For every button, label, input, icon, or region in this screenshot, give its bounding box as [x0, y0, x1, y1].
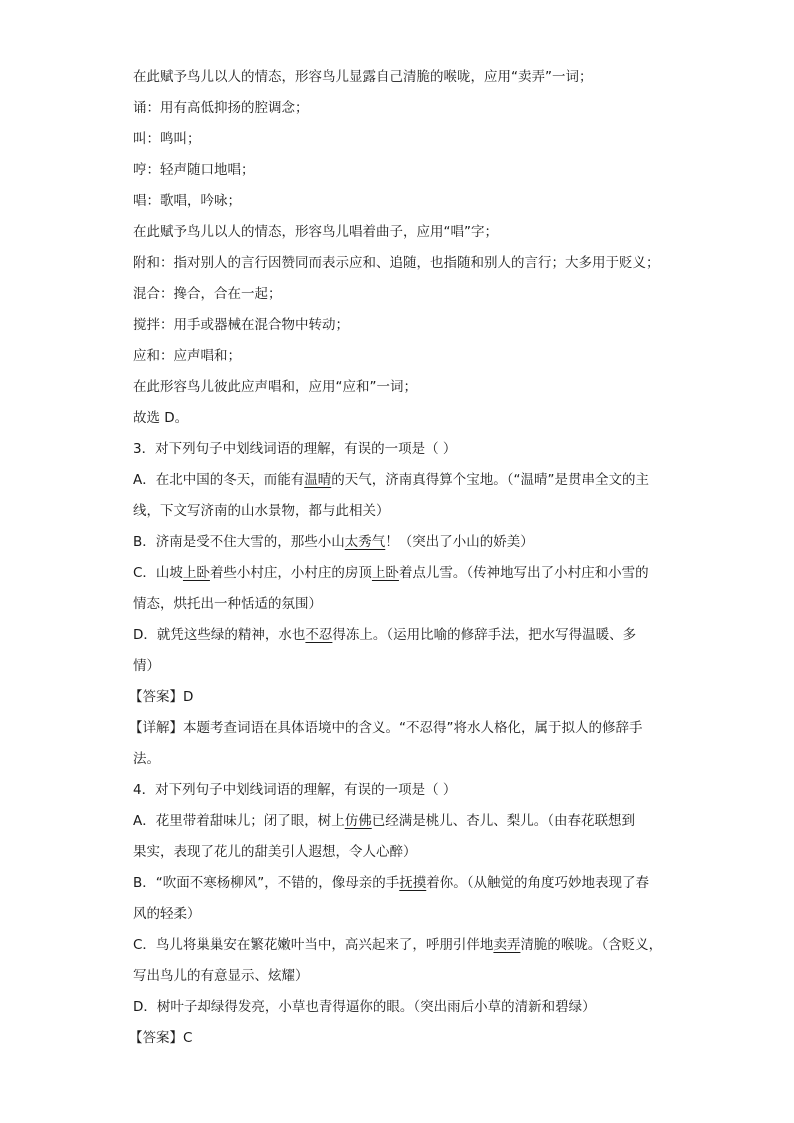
text-line: 搅拌：用手或器械在混合物中转动；: [133, 317, 349, 333]
option-text: 着你。（从触觉的角度巧妙地表现了春: [426, 875, 649, 891]
text-line: 诵：用有高低抑扬的腔调念；: [133, 100, 309, 116]
option-text: 风的轻柔）: [133, 906, 201, 922]
question-4-answer: 【答案】C: [129, 1030, 193, 1046]
underlined-word: 不忍: [305, 627, 333, 643]
question-3-detail-cont: 法。: [133, 751, 160, 767]
option-text: 写出鸟儿的有意显示、炫耀）: [133, 968, 309, 984]
option-text: B．“吹面不寒杨柳风”，不错的，像母亲的手: [133, 875, 400, 891]
question-3-stem: 3．对下列句子中划线词语的理解，有误的一项是（ ）: [133, 441, 457, 457]
option-text: A．在北中国的冬天，而能有: [133, 472, 305, 488]
underlined-word: 卖弄: [493, 937, 521, 953]
underlined-word: 仿佛: [344, 813, 372, 829]
text-line: 唱：歌唱，吟咏；: [133, 193, 241, 209]
option-text: 已经满是桃儿、杏儿、梨儿。（由春花联想到: [371, 813, 635, 829]
option-text: C．山坡: [133, 565, 183, 581]
document-content: [129, 62, 673, 1054]
option-text: A．花里带着甜味儿；闭了眼，树上: [133, 813, 345, 829]
option-text: 清脆的喉咙。（含贬义，: [520, 937, 663, 953]
question-3-answer: 【答案】D: [129, 689, 194, 705]
underlined-word: 抚摸: [399, 875, 427, 891]
underlined-word: 上卧: [182, 565, 210, 581]
question-4-stem: 4．对下列句子中划线词语的理解，有误的一项是（ ）: [133, 782, 457, 798]
question-4-option-b: [133, 868, 673, 930]
text-line: 在此形容鸟儿彼此应声唱和，应用“应和”一词；: [133, 379, 417, 395]
option-text: 果实，表现了花儿的甜美引人遐想，令人心醉）: [133, 844, 417, 860]
option-text: 着点儿雪。（传神地写出了小村庄和小雪的: [398, 565, 649, 581]
text-line: 应和：应声唱和；: [133, 348, 241, 364]
question-4-option-c: [133, 930, 673, 992]
question-4-option-a: [133, 806, 673, 868]
underlined-word: 温晴: [304, 472, 332, 488]
option-text: 的天气，济南真得算个宝地。（“温晴”是贯串全文的主: [331, 472, 649, 488]
question-3-option-d: [133, 620, 673, 682]
option-text: 线，下文写济南的山水景物，都与此相关）: [133, 503, 390, 519]
option-text: 着些小村庄，小村庄的房顶: [209, 565, 372, 581]
option-text: 情态，烘托出一种恬适的氛围）: [133, 596, 322, 612]
option-text: D．树叶子却绿得发亮，小草也青得逼你的眼。（突出雨后小草的清新和碧绿）: [133, 999, 596, 1015]
text-line: 附和：指对别人的言行因赞同而表示应和、追随，也指随和别人的言行；大多用于贬义；: [133, 255, 660, 271]
option-text: B．济南是受不住大雪的，那些小山: [133, 534, 345, 550]
underlined-word: 上卧: [371, 565, 399, 581]
option-text: 情）: [133, 658, 160, 674]
text-line: 叫：鸣叫；: [133, 131, 201, 147]
question-3-option-b: [133, 527, 673, 558]
question-3-detail: 【详解】本题考查词语在具体语境中的含义。“不忍得”将水人格化，属于拟人的修辞手: [129, 720, 643, 736]
question-3-option-c: [133, 558, 673, 620]
underlined-word: 太秀气: [344, 534, 386, 550]
question-3-option-a: [133, 465, 673, 527]
option-text: 得冻上。（运用比喻的修辞手法，把水写得温暖、多: [332, 627, 637, 643]
text-line: 混合：搀合，合在一起；: [133, 286, 282, 302]
text-line: 在此赋予鸟儿以人的情态，形容鸟儿唱着曲子，应用“唱”字；: [133, 224, 498, 240]
text-line: 在此赋予鸟儿以人的情态，形容鸟儿显露自己清脆的喉咙，应用“卖弄”一词；: [133, 69, 593, 85]
text-line: 哼：轻声随口地唱；: [133, 162, 255, 178]
question-4-option-d: [133, 992, 673, 1023]
option-text: D．就凭这些绿的精神，水也: [133, 627, 306, 643]
text-line: 故选 D。: [133, 410, 189, 426]
option-text: C．鸟儿将巢巢安在繁花嫩叶当中，高兴起来了，呼朋引伴地: [133, 937, 494, 953]
option-text: ！（突出了小山的娇美）: [385, 534, 534, 550]
